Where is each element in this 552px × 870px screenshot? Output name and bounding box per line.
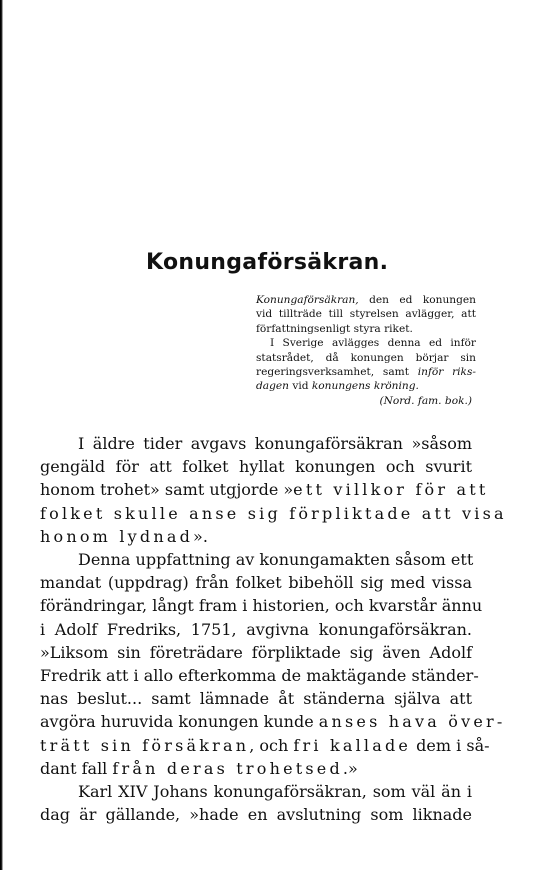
spaced-text: från deras trohetsed	[112, 758, 343, 778]
body-line	[40, 757, 472, 780]
note-line: vid tillträde till styrelsen avlägger, att	[256, 308, 476, 321]
note-source-text: (Nord. fam. bok.)	[379, 394, 472, 407]
body-line	[40, 478, 489, 501]
body-line: folket skulle anse sig förpliktade att visa	[40, 503, 507, 523]
body-line: I äldre tider avgavs konungaförsäkran »såsom	[78, 434, 472, 453]
note-line: I Sverige avlägges denna ed inför	[270, 337, 476, 350]
body-line	[40, 734, 490, 757]
body-text-run: honom trohet» samt utgjorde »	[40, 480, 294, 500]
spaced-text: honom lydnad	[40, 526, 194, 546]
body-line: förändringar, långt fram i historien, och kvarstår ännu	[40, 596, 483, 616]
note-text: vid	[288, 380, 312, 393]
body-line: »Liksom sin företrädare förpliktade sig även Adolf	[40, 642, 472, 662]
spaced-text: ett villkor för att	[293, 480, 489, 500]
body-line: mandat (uppdrag) från folket bibehöll sig med vissa	[40, 573, 472, 593]
note-line: författningsenligt styra riket.	[256, 322, 413, 335]
body-line: nas beslut... samt lämnade åt ständerna själva att	[40, 689, 472, 709]
body-line	[40, 710, 506, 733]
body-text-run: ».	[193, 526, 208, 546]
body-text	[40, 432, 507, 826]
body-text-run: .»	[342, 758, 358, 778]
definition-note	[256, 293, 476, 408]
spaced-text: trätt sin försäkran	[40, 735, 250, 755]
spaced-text: fri kallade	[293, 735, 412, 755]
note-line: statsrådet, då konungen börjar sin	[256, 351, 476, 364]
note-italic: inför riks-	[417, 366, 476, 379]
body-line: dag är gällande, »hade en avslutning som liknade	[40, 805, 472, 825]
note-italic: dagen	[256, 380, 289, 393]
spaced-text: anses hava över-	[318, 712, 506, 732]
body-line: i Adolf Fredriks, 1751, avgivna konungaförsäkran.	[40, 619, 472, 639]
body-line: Fredrik att i allo efterkomma de maktägande ständer-	[40, 666, 479, 686]
note-term: Konungaförsäkran,	[256, 294, 359, 306]
note-italic: konungens kröning.	[311, 380, 419, 393]
body-text-run: avgöra huruvida konungen kunde	[40, 712, 319, 732]
note-source	[256, 394, 476, 408]
note-text: regeringsverksamhet, samt	[256, 366, 418, 379]
page-edge	[0, 0, 3, 870]
body-line: Denna uppfattning av konungamakten såsom ett	[78, 550, 474, 570]
body-line	[40, 525, 472, 548]
body-text-run: , och	[249, 735, 294, 755]
body-text-run: dant fall	[40, 758, 113, 778]
note-text: den ed konungen	[358, 294, 476, 306]
note-line	[256, 379, 476, 393]
note-line	[256, 293, 476, 307]
page-title: Konungaförsäkran.	[146, 250, 389, 275]
body-text-run: dem i så-	[411, 735, 490, 755]
body-line: gengäld för att folket hyllat konungen och svurit	[40, 457, 472, 477]
body-line: Karl XIV Johans konungaförsäkran, som väl än i	[78, 782, 472, 802]
note-line	[256, 365, 476, 379]
